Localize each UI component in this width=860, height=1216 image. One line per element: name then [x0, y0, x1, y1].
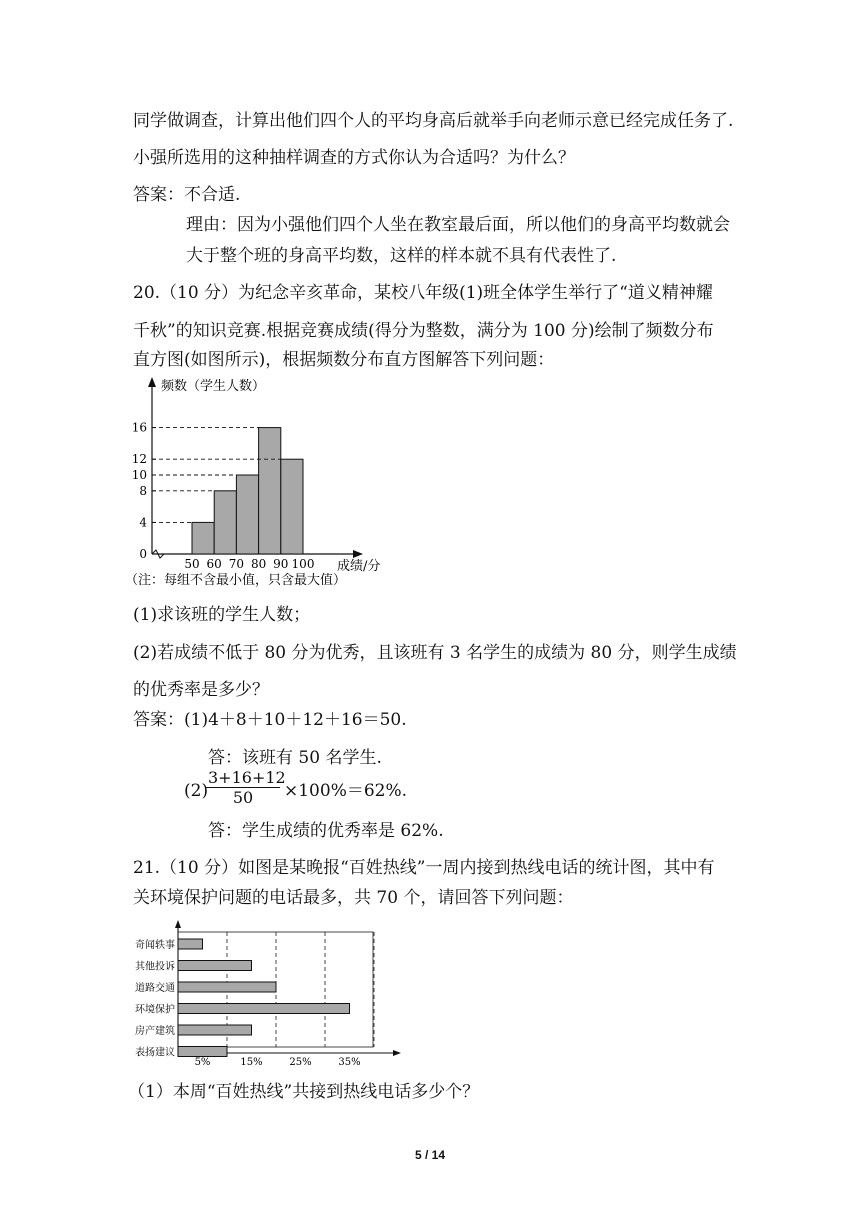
x-axis-label: 成绩/分 — [337, 559, 381, 574]
histogram-bar — [236, 475, 258, 554]
fraction — [206, 768, 286, 807]
question-20: 20.（10 分）为纪念辛亥革命，某校八年级(1)班全体学生举行了“道义精神耀 — [133, 283, 713, 303]
hbar — [178, 961, 252, 971]
histogram-bar — [192, 522, 214, 554]
fraction-numerator: 3+16+12 — [208, 768, 286, 787]
category-label: 环境保护 — [135, 1004, 175, 1016]
histogram-bar — [259, 428, 281, 554]
x-tick-label: 60 — [206, 557, 222, 571]
category-label: 房产建筑 — [135, 1026, 175, 1037]
y-axis-arrow — [175, 920, 181, 928]
hbar — [178, 1047, 227, 1057]
answer-line: (2) — [184, 781, 209, 801]
x-tick-label: 80 — [250, 557, 267, 571]
text-line: 的优秀率是多少？ — [133, 680, 269, 700]
category-label: 道路交通 — [135, 983, 175, 994]
hbar — [178, 1004, 350, 1014]
x-axis-arrow — [393, 1050, 401, 1056]
category-label: 其他投诉 — [135, 961, 175, 973]
x-tick-label: 25% — [289, 1057, 312, 1068]
y-tick-label: 4 — [139, 515, 147, 530]
x-tick-label: 15% — [240, 1057, 263, 1068]
question-21: 21.（10 分）如图是某晚报“百姓热线”一周内接到热线电话的统计图，其中有 — [133, 858, 715, 878]
page-number: 5 / 14 — [414, 1148, 446, 1162]
text-line: 小强所选用的这种抽样调查的方式你认为合适吗？为什么？ — [133, 148, 575, 168]
text-line: 直方图(如图所示)，根据频数分布直方图解答下列问题： — [133, 350, 555, 370]
category-label: 表扬建议 — [135, 1047, 175, 1059]
histogram-chart — [125, 370, 525, 590]
answer-line: 答：学生成绩的优秀率是 62%. — [208, 821, 444, 841]
x-tick-label: 35% — [338, 1057, 361, 1068]
category-label: 奇闻轶事 — [135, 940, 175, 951]
hbar — [178, 939, 203, 949]
text-line: 关环境保护问题的电话最多，共 70 个，请回答下列问题： — [133, 888, 574, 908]
chart-note: （注：每组不含最小值，只含最大值） — [125, 573, 347, 588]
text-line: 答案：不合适. — [133, 185, 241, 205]
text-line: 理由：因为小强他们四个人坐在教室最后面，所以他们的身高平均数就会 — [186, 215, 730, 235]
x-tick-label: 70 — [228, 557, 245, 571]
text-line: (1)求该班的学生人数； — [133, 605, 311, 625]
hbar — [178, 982, 276, 992]
x-tick-label: 90 — [273, 557, 289, 571]
y-tick-label: 8 — [139, 483, 147, 498]
fraction-denominator: 50 — [232, 788, 254, 807]
answer-line: 答：该班有 50 名学生. — [208, 748, 382, 768]
y-axis-arrow — [148, 377, 156, 387]
y-tick-label: 0 — [139, 547, 147, 561]
text-line: (2)若成绩不低于 80 分为优秀，且该班有 3 名学生的成绩为 80 分，则学生成绩 — [133, 643, 737, 663]
histogram-bar — [281, 459, 303, 554]
y-tick-label: 12 — [131, 452, 147, 467]
hbar-chart — [125, 918, 415, 1068]
x-tick-label: 5% — [194, 1057, 211, 1068]
answer-line: ×100%＝62%. — [284, 781, 408, 801]
answer-line: 答案：(1)4＋8＋10＋12＋16＝50. — [133, 710, 407, 730]
text-line: 千秋”的知识竞赛.根据竞赛成绩(得分为整数，满分为 100 分)绘制了频数分布 — [133, 321, 714, 341]
x-tick-label: 100 — [291, 557, 315, 571]
y-tick-label: 16 — [131, 420, 147, 435]
x-axis-arrow — [353, 550, 363, 558]
histogram-bar — [214, 491, 236, 554]
text-line: （1）本周“百姓热线”共接到热线电话多少个？ — [128, 1082, 480, 1102]
hbar — [178, 1025, 252, 1035]
text-line: 大于整个班的身高平均数，这样的样本就不具有代表性了. — [186, 246, 617, 266]
y-axis-label: 频数（学生人数） — [161, 379, 266, 394]
y-tick-label: 10 — [131, 468, 147, 482]
x-tick-label: 50 — [184, 557, 200, 571]
text-line: 同学做调查，计算出他们四个人的平均身高后就举手向老师示意已经完成任务了. — [133, 111, 734, 131]
